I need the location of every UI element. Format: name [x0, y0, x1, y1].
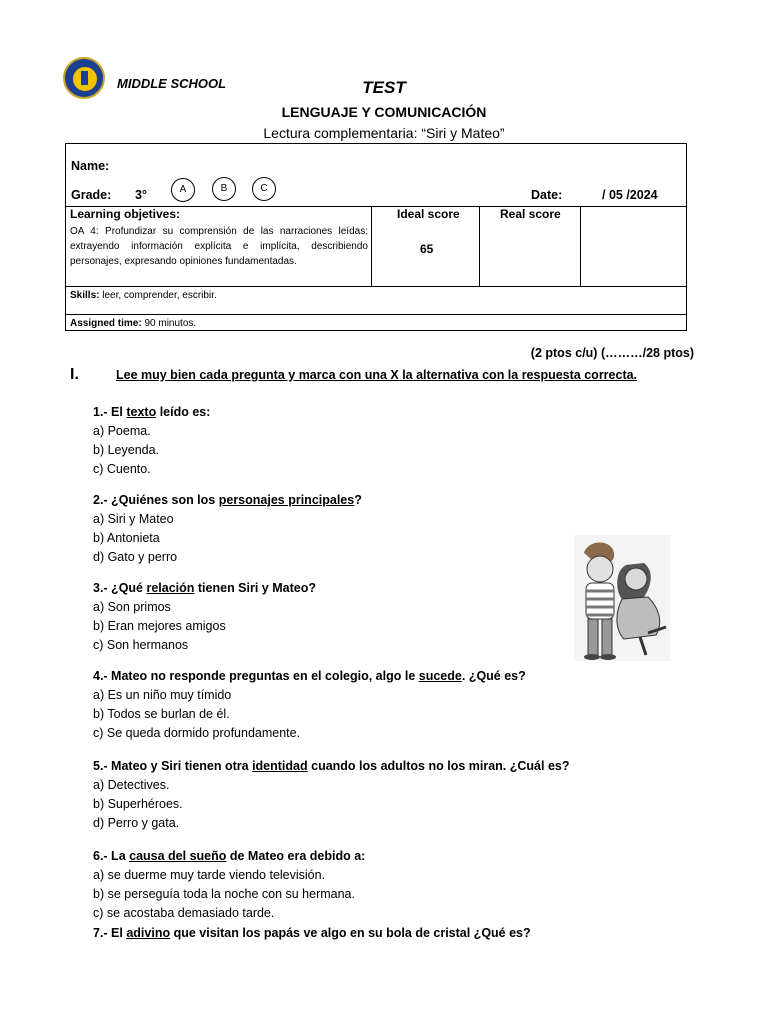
subject-title: LENGUAJE Y COMUNICACIÓN	[281, 104, 487, 120]
grade-value: 3°	[135, 188, 147, 202]
option[interactable]: c) Son hermanos	[93, 638, 189, 652]
section-number: I.	[70, 366, 79, 383]
option[interactable]: b) Eran mejores amigos	[93, 619, 226, 633]
test-title: TEST	[362, 78, 406, 97]
date-label: Date:	[531, 188, 563, 202]
option[interactable]: a) Es un niño muy tímido	[93, 688, 232, 702]
option[interactable]: c) se acostaba demasiado tarde.	[93, 906, 275, 920]
table-divider	[66, 286, 686, 287]
reading-title: Lectura complementaria: “Siri y Mateo”	[263, 125, 505, 141]
question-5	[93, 757, 569, 833]
grade-label: Grade:	[71, 188, 112, 202]
section-option-a[interactable]: A	[171, 178, 195, 202]
option[interactable]: a) Detectives.	[93, 778, 170, 792]
question-text: 7.- El adivino que visitan los papás ve algo en su bola de cristal ¿Qué es?	[93, 926, 531, 940]
skills-label: Skills:	[70, 290, 100, 301]
ideal-score-value: 65	[420, 242, 434, 256]
question-text: 4.- Mateo no responde preguntas en el colegio, algo le sucede. ¿Qué es?	[93, 669, 526, 683]
option[interactable]: a) Siri y Mateo	[93, 512, 174, 526]
points-info: (2 ptos c/u) (………/28 ptos)	[530, 346, 694, 360]
section-option-c[interactable]: C	[252, 177, 276, 201]
option[interactable]: b) Superhéroes.	[93, 797, 183, 811]
objectives-text: OA 4: Profundizar su comprensión de las narraciones leídas: extrayendo información explícita e implícita, describiendo personajes, expresando opiniones fundamentadas.	[70, 226, 368, 267]
option[interactable]: a) se duerme muy tarde viendo televisión.	[93, 868, 326, 882]
question-text: 5.- Mateo y Siri tienen otra identidad cuando los adultos no los miran. ¿Cuál es?	[93, 759, 570, 773]
question-text: 3.- ¿Qué relación tienen Siri y Mateo?	[93, 581, 316, 595]
option[interactable]: b) Todos se burlan de él.	[93, 707, 230, 721]
option[interactable]: d) Perro y gata.	[93, 816, 180, 830]
option[interactable]: c) Cuento.	[93, 462, 151, 476]
name-label: Name:	[71, 159, 110, 173]
table-divider	[66, 314, 686, 315]
table-divider	[479, 206, 480, 286]
option[interactable]: c) Se queda dormido profundamente.	[93, 726, 301, 740]
skills-row	[70, 290, 217, 301]
objectives-label: Learning objetives:	[70, 207, 181, 221]
skills-value: leer, comprender, escribir.	[99, 290, 217, 301]
time-value: 90 minutos.	[141, 318, 197, 329]
time-row	[70, 318, 196, 329]
question-text: 1.- El texto leído es:	[93, 405, 211, 419]
real-score-label: Real score	[500, 207, 561, 221]
option[interactable]: b) Leyenda.	[93, 443, 160, 457]
question-2	[93, 491, 362, 567]
table-divider	[580, 206, 581, 286]
table-divider	[371, 206, 372, 286]
option[interactable]: b) Antonieta	[93, 531, 160, 545]
ideal-score-label: Ideal score	[397, 207, 460, 221]
option[interactable]: b) se perseguía toda la noche con su hermana.	[93, 887, 355, 901]
question-6	[93, 847, 365, 923]
option[interactable]: d) Gato y perro	[93, 550, 178, 564]
question-1	[93, 403, 210, 479]
date-value: / 05 /2024	[602, 188, 658, 202]
question-7	[93, 924, 531, 943]
question-text: 2.- ¿Quiénes son los personajes principales?	[93, 493, 362, 507]
question-text: 6.- La causa del sueño de Mateo era debido a:	[93, 849, 366, 863]
school-name: MIDDLE SCHOOL	[117, 76, 227, 91]
question-3	[93, 579, 316, 655]
student-info-table	[65, 143, 687, 331]
children-illustration	[574, 535, 670, 661]
section-instruction: Lee muy bien cada pregunta y marca con una X la alternativa con la respuesta correcta.	[116, 368, 638, 382]
option[interactable]: a) Son primos	[93, 600, 171, 614]
option[interactable]: a) Poema.	[93, 424, 151, 438]
time-label: Assigned time:	[70, 318, 142, 329]
question-4	[93, 667, 526, 743]
section-option-b[interactable]: B	[212, 177, 236, 201]
